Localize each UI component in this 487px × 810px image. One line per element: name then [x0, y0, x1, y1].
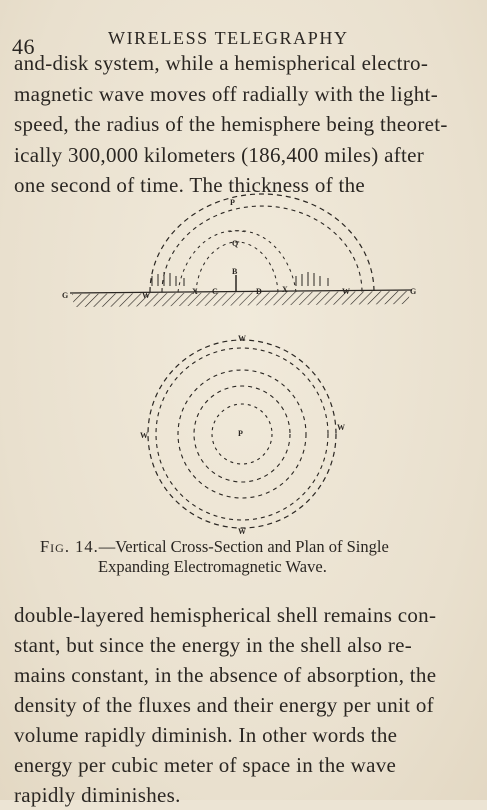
label-X-left: X — [192, 287, 198, 296]
text-line: speed, the radius of the hemisphere being theoret- — [14, 112, 448, 136]
figure-caption — [40, 537, 480, 577]
text-line: one second of time. The thickness of the — [14, 173, 366, 197]
label-B: B — [232, 267, 238, 276]
label-D: D — [256, 287, 262, 296]
caption-line-1 — [40, 537, 480, 557]
figure-14 — [0, 188, 487, 536]
label-X-right: X — [282, 285, 288, 294]
label-C: C — [212, 287, 218, 296]
plan-label-P: P — [238, 429, 243, 438]
label-Q: Q — [232, 239, 239, 248]
text-line: magnetic wave moves off radially with the light- — [14, 81, 438, 106]
caption-line-2: Expanding Electromagnetic Wave. — [98, 557, 327, 576]
ground-hatching — [72, 291, 410, 307]
text-line: ically 300,000 kilometers (186,400 miles) after — [14, 142, 425, 167]
caption-text-1: —Vertical Cross-Section and Plan of Single — [98, 537, 389, 556]
plan-view — [140, 334, 345, 536]
text-line: density of the fluxes and their energy per unit of — [14, 693, 434, 717]
plan-label-W-right: W — [337, 423, 345, 432]
label-W-left: W — [142, 291, 150, 300]
outer-shell — [150, 194, 374, 292]
plan-label-W-bottom: W — [238, 527, 246, 536]
label-G-left: G — [62, 291, 69, 300]
text-line: double-layered hemispherical shell remains con- — [14, 603, 437, 627]
running-head: WIRELESS TELEGRAPHY — [108, 28, 349, 48]
label-P: P — [230, 198, 235, 207]
right-loop-inner — [234, 242, 278, 292]
plan-label-W-top: W — [238, 334, 246, 343]
text-line: energy per cubic meter of space in the wave — [14, 753, 397, 777]
figure-label: Fig. 14. — [40, 537, 99, 556]
paragraph-bottom — [14, 600, 469, 810]
plan-label-W-left: W — [140, 431, 148, 440]
page-number: 46 — [12, 34, 35, 59]
text-line: mains constant, in the absence of absorption, the — [14, 663, 437, 687]
text-line: volume rapidly diminish. In other words the — [14, 723, 398, 747]
text-line: and-disk system, while a hemispherical electro- — [14, 51, 429, 75]
label-G-right: G — [410, 287, 417, 296]
outer-shell-inner — [162, 206, 362, 292]
figure-illustration — [0, 188, 487, 536]
label-W-right: W — [342, 287, 350, 296]
paragraph-top — [14, 48, 469, 201]
text-line: rapidly diminishes. — [14, 783, 181, 807]
text-line: stant, but since the energy in the shell also re- — [14, 633, 413, 657]
cross-section — [62, 194, 416, 307]
